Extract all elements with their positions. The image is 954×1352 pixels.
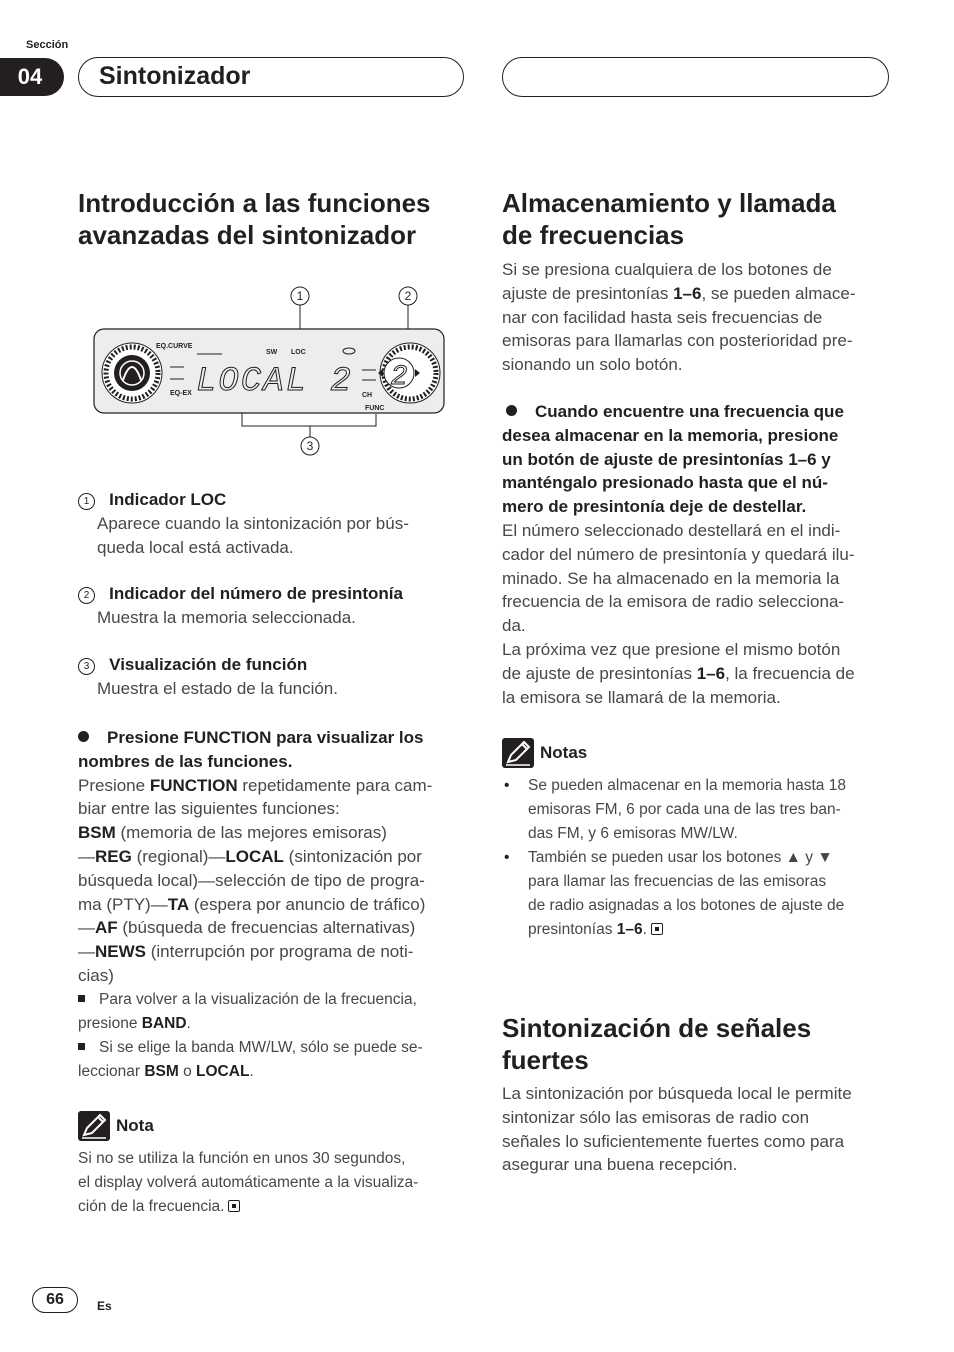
notes-box	[502, 738, 894, 942]
section-heading: Almacenamiento y llamada	[502, 188, 836, 218]
callout-1-label: 1	[296, 289, 304, 303]
strong-signal-text: La sintonización por búsqueda local le permite sintonizar sólo las emisoras de radio con señales lo suficientemente fuertes como para asegurar una buena recepción.	[502, 1084, 852, 1175]
header-empty-pill	[502, 57, 889, 97]
note-title: Nota	[116, 1116, 154, 1135]
notes-title: Notas	[540, 743, 588, 762]
indicator-item-loc	[78, 488, 468, 559]
left-heading	[78, 187, 468, 251]
storage-intro: Si se presiona cualquiera de los botones de ajuste de presintonías 1–6, se pueden almace- nar con facilidad hasta seis frecuencias de emisoras para llamarlas con posterioridad pre- sionando un solo botón.	[502, 260, 856, 375]
square-bullet	[78, 995, 85, 1002]
section-heading: Sintonización de señales	[502, 1013, 812, 1043]
bullet-dot	[506, 405, 517, 416]
item-desc: Muestra el estado de la función.	[97, 678, 338, 698]
section-number-tab: 04	[0, 58, 64, 96]
item-number: 1	[78, 493, 95, 510]
section-label: Sección	[26, 39, 69, 51]
item-number: 2	[78, 587, 95, 604]
end-mark-icon	[228, 1200, 240, 1212]
page-number: 66	[32, 1287, 78, 1313]
end-mark-icon	[651, 923, 663, 935]
label-sw: SW	[266, 349, 278, 356]
item-title: Visualización de función	[109, 654, 308, 674]
page-heading: Introducción a las funciones avanzadas del sintonizador	[78, 188, 431, 250]
item-desc: Aparece cuando la sintonización por bús-	[97, 513, 409, 533]
label-loc: LOC	[291, 349, 306, 356]
chapter-title: Sintonizador	[78, 57, 464, 97]
label-eq-ex: EQ-EX	[170, 390, 192, 397]
storage-instruction: Cuando encuentre una frecuencia que desea almacenar en la memoria, presione un botón de ajuste de presintonías 1–6 y manténgalo presionado hasta que el nú- mero de presintonía deje de destellar. El número seleccionado destellará en el indi- cador del número de presintonía y quedará ilu- minado. Se ha almacenado en la memoria la frecuencia de la emisora de radio selecciona- da. La próxima vez que presione el mismo botón de ajuste de presintonías 1–6, la frecuencia de la emisora se llamará de la memoria.	[502, 402, 855, 707]
language-code: Es	[97, 1299, 112, 1313]
display-illustration	[92, 284, 448, 458]
item-number: 3	[78, 658, 95, 675]
item-title: Indicador del número de presintonía	[109, 584, 403, 604]
bullet-dot	[78, 731, 89, 742]
instruction-line: nombres de las funciones.	[78, 751, 293, 771]
callout-2-label: 2	[404, 289, 412, 303]
label-eq-curve: EQ.CURVE	[156, 343, 193, 350]
note-box: Nota Si no se utiliza la función en unos 30 segundos, el display volverá automáticamente a la visualiza- ción de la frecuencia.	[78, 1111, 468, 1219]
section-heading: de frecuencias	[502, 220, 685, 250]
indicator-item-function	[78, 653, 468, 701]
indicator-list	[78, 488, 468, 701]
lcd-text: LOCAL 2	[196, 363, 353, 401]
section-heading: fuertes	[502, 1045, 589, 1075]
right-heading-2	[502, 1012, 892, 1076]
list-item: • También se pueden usar los botones ▲ y ▼ para llamar las frecuencias de las emisoras de radio asignadas a los botones de ajuste de presintonías 1–6.	[502, 846, 894, 942]
item-desc-cont: queda local está activada.	[97, 537, 294, 557]
square-bullet	[78, 1043, 85, 1050]
list-item: • Se pueden almacenar en la memoria hasta 18 emisoras FM, 6 por cada una de las tres ban- das FM, y 6 emisoras MW/LW.	[502, 774, 894, 846]
pencil-note-icon	[502, 738, 534, 768]
function-instruction: Presione FUNCTION para visualizar los nombres de las funciones. Presione FUNCTION repetidamente para cam- biar entre las siguientes funciones: BSM (memoria de las mejores emisoras) —REG (regional)—LOCAL (sintonización por búsqueda local)—selección de tipo de progra- ma (PTY)—TA (espera por anuncio de tráfico) —AF (búsqueda de frecuencias alternativas) —NEWS (interrupción por programa de noti- cias) Para volver a la visualización de la frecuencia, presione BAND. Si se elige la banda MW/LW, sólo se puede se- leccionar BSM o LOCAL.	[78, 726, 468, 1084]
notes-list	[502, 774, 894, 942]
item-desc: Muestra la memoria seleccionada.	[97, 608, 356, 628]
instruction-line: Presione FUNCTION para visualizar los	[107, 728, 424, 747]
preset-digit: 2	[390, 362, 408, 393]
item-title: Indicador LOC	[109, 490, 227, 509]
right-heading-1	[502, 187, 892, 251]
callout-3-label: 3	[306, 439, 314, 453]
indicator-item-preset	[78, 582, 468, 630]
pencil-note-icon	[78, 1111, 110, 1141]
label-ch: CH	[362, 392, 373, 399]
head-unit-display-figure	[92, 284, 448, 458]
label-func: FUNC	[365, 405, 385, 412]
